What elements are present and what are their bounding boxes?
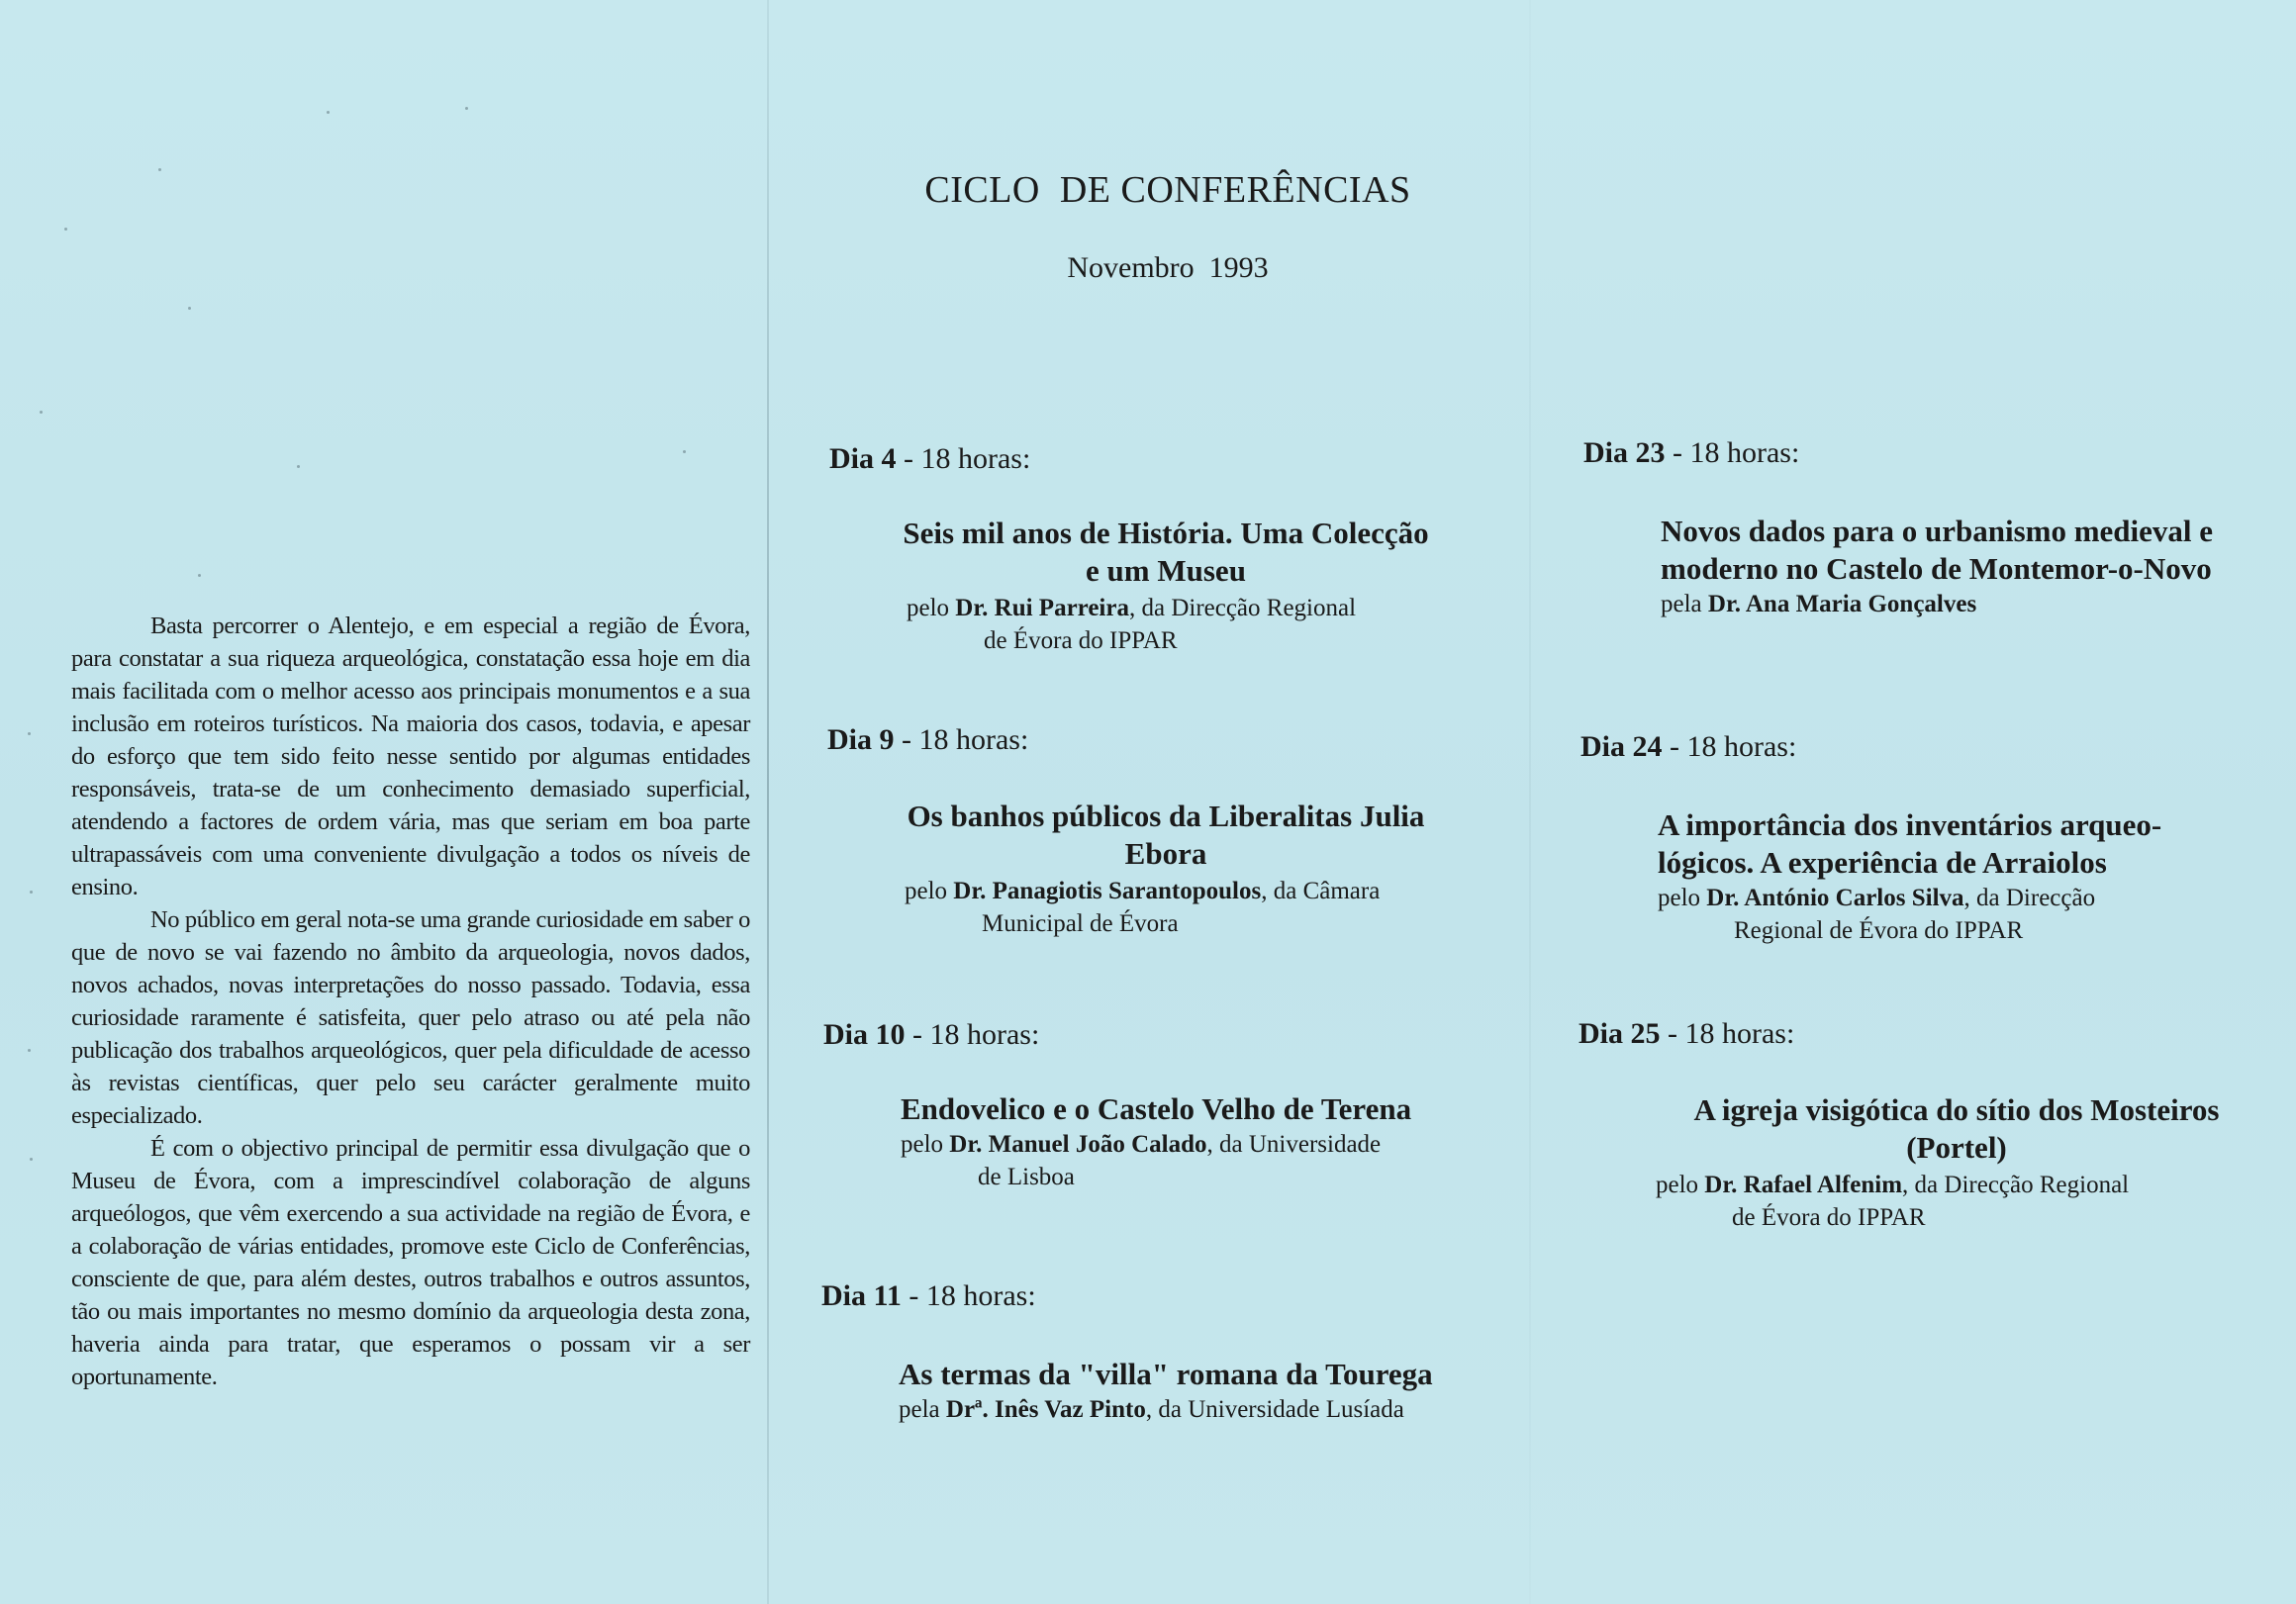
paper-speck [64, 228, 67, 231]
talk-title-line: e um Museu [1086, 553, 1246, 588]
talk-title-line: Os banhos públicos da Liberalitas Julia [907, 799, 1425, 833]
speaker-affiliation: , da Universidade [1206, 1131, 1382, 1158]
talk-title-line: A importância dos inventários arqueo- [1658, 807, 2162, 842]
speaker-prefix: pelo [907, 595, 956, 621]
event-talk-title [827, 798, 1504, 873]
event-day [829, 441, 1522, 477]
speaker-affiliation: , da Direcção [1963, 885, 2096, 911]
speaker-name: Dr. Panagiotis Sarantopoulos [953, 878, 1262, 904]
speaker-prefix: pelo [901, 1131, 950, 1158]
event-time: - 18 horas: [905, 1018, 1040, 1051]
talk-title-line: (Portel) [1906, 1130, 2007, 1165]
talk-title-line: moderno no Castelo de Montemor-o-Novo [1661, 551, 2212, 586]
event-speaker [1661, 588, 2276, 620]
paper-speck [158, 168, 161, 171]
speaker-affiliation: , da Câmara [1261, 878, 1381, 904]
event-dia-11 [821, 1278, 1514, 1426]
speaker-prefix: pela [899, 1396, 946, 1423]
event-day [823, 1017, 1516, 1053]
event-time: - 18 horas: [896, 442, 1031, 475]
speaker-name: Dr. Ana Maria Gonçalves [1707, 591, 1977, 617]
speaker-name: Dr. Rui Parreira [955, 595, 1129, 621]
paper-speck [30, 891, 33, 894]
paper-speck [188, 307, 191, 310]
intro-paragraph-3: É com o objectivo principal de permitir essa divulgação que o Museu de Évora, com a imprescindível colaboração de alguns arqueólogos, que vêm exercendo a sua actividade na região de Évora, e a colaboração de várias entidades, promove este Ciclo de Conferências, consciente de que, para além destes, outros trabalhos e outros assuntos, tão ou mais importantes no mesmo domínio da arqueologia desta zona, haveria ainda para tratar, que esperamos o possam vir a ser oportunamente. [71, 1135, 750, 1390]
fold-line-left [767, 0, 769, 1604]
intro-text [71, 610, 750, 1393]
event-dia-10 [823, 1017, 1516, 1193]
talk-title-line: lógicos. A experiência de Arraiolos [1658, 845, 2107, 880]
page-subtitle: Novembro 1993 [1067, 251, 1269, 284]
event-time: - 18 horas: [1660, 1017, 1795, 1050]
speaker-affiliation-line-2: Regional de Évora do IPPAR [1734, 917, 2024, 944]
speaker-prefix: pela [1661, 591, 1708, 617]
event-day [827, 722, 1520, 758]
paper-speck [40, 411, 43, 414]
event-day-label: Dia 11 [821, 1279, 902, 1312]
event-dia-23 [1583, 435, 2276, 620]
talk-title-line: Ebora [1124, 836, 1207, 871]
speaker-prefix: pelo [905, 878, 954, 904]
fold-line-right [1529, 0, 1531, 1604]
speaker-affiliation-line-2: de Évora do IPPAR [1732, 1204, 1926, 1231]
event-day-label: Dia 4 [829, 442, 897, 475]
paper-speck [28, 1049, 31, 1052]
paper-speck [30, 1158, 33, 1161]
event-talk-title [829, 515, 1502, 590]
event-dia-9 [827, 722, 1520, 940]
event-day-label: Dia 23 [1583, 436, 1666, 469]
event-time: - 18 horas: [1662, 730, 1797, 763]
speaker-affiliation: , da Direcção Regional [1128, 595, 1357, 621]
event-time: - 18 horas: [901, 1279, 1036, 1312]
paper-speck [297, 465, 300, 468]
event-talk-title [1656, 1091, 2257, 1167]
paper-speck [465, 107, 468, 110]
event-talk-title [901, 1090, 1516, 1128]
paper-speck [28, 732, 31, 735]
intro-paragraph-2: No público em geral nota-se uma grande curiosidade em saber o que de novo se vai fazendo no âmbito da arqueologia, novos dados, novos achados, novas interpretações do nosso passado. Todavia, essa curiosidade raramente é satisfeita, quer pelo atraso ou até pela não publicação dos trabalhos arqueológicos, quer pela dificuldade de acesso às revistas científicas, quer pelo seu carácter geralmente muito especializado. [71, 906, 750, 1129]
event-day [821, 1278, 1514, 1314]
event-speaker [907, 592, 1522, 624]
intro-paragraph-1: Basta percorrer o Alentejo, e em especial a região de Évora, para constatar a sua riqueza arqueológica, constatação essa hoje em dia mais facilitada com o melhor acesso aos principais monumentos e a sua inclusão em roteiros turísticos. Na maioria dos casos, todavia, e apesar do esforço que tem sido feito nesse sentido por algumas entidades responsáveis, trata-se de um conhecimento demasiado superficial, atendendo a factores de ordem vária, mas que seriam em boa parte ultrapassáveis com uma conveniente divulgação a todos os níveis de ensino. [71, 613, 750, 900]
speaker-prefix: pelo [1656, 1172, 1705, 1198]
talk-title-line: Novos dados para o urbanismo medieval e [1661, 514, 2214, 548]
paper-speck [683, 450, 686, 453]
talk-title-line: As termas da "villa" romana da Tourega [899, 1357, 1433, 1391]
speaker-affiliation: , da Universidade Lusíada [1145, 1396, 1404, 1423]
speaker-affiliation-line-2: de Lisboa [978, 1164, 1075, 1190]
event-speaker [1656, 1169, 2271, 1201]
event-dia-25 [1578, 1016, 2271, 1234]
event-speaker [899, 1393, 1514, 1426]
speaker-affiliation-line-2: de Évora do IPPAR [984, 627, 1178, 654]
event-day [1580, 729, 2273, 765]
event-day-label: Dia 9 [827, 723, 895, 756]
talk-title-line: Seis mil anos de História. Uma Colecção [903, 516, 1429, 550]
page-title: CICLO DE CONFERÊNCIAS [924, 169, 1411, 211]
event-talk-title [899, 1356, 1514, 1393]
event-time: - 18 horas: [1665, 436, 1800, 469]
event-dia-4 [829, 441, 1522, 657]
event-day-label: Dia 25 [1578, 1017, 1661, 1050]
speaker-name: Dr. Manuel João Calado [949, 1131, 1207, 1158]
event-dia-24 [1580, 729, 2273, 947]
event-speaker [1658, 882, 2273, 914]
event-talk-title [1661, 513, 2276, 588]
speaker-affiliation-line-2: Municipal de Évora [982, 910, 1179, 937]
event-speaker [901, 1128, 1516, 1161]
event-day [1583, 435, 2276, 471]
talk-title-line: A igreja visigótica do sítio dos Mosteiros [1693, 1092, 2220, 1127]
speaker-prefix: pelo [1658, 885, 1707, 911]
paper-speck [327, 111, 330, 114]
event-speaker [905, 875, 1520, 907]
event-talk-title [1658, 806, 2273, 882]
talk-title-line: Endovelico e o Castelo Velho de Terena [901, 1091, 1412, 1126]
event-time: - 18 horas: [894, 723, 1029, 756]
event-day [1578, 1016, 2271, 1052]
event-day-label: Dia 24 [1580, 730, 1663, 763]
event-day-label: Dia 10 [823, 1018, 906, 1051]
speaker-affiliation: , da Direcção Regional [1902, 1172, 2130, 1198]
speaker-name: Drª. Inês Vaz Pinto [945, 1396, 1146, 1423]
paper-speck [198, 574, 201, 577]
speaker-name: Dr. António Carlos Silva [1706, 885, 1964, 911]
speaker-name: Dr. Rafael Alfenim [1704, 1172, 1903, 1198]
